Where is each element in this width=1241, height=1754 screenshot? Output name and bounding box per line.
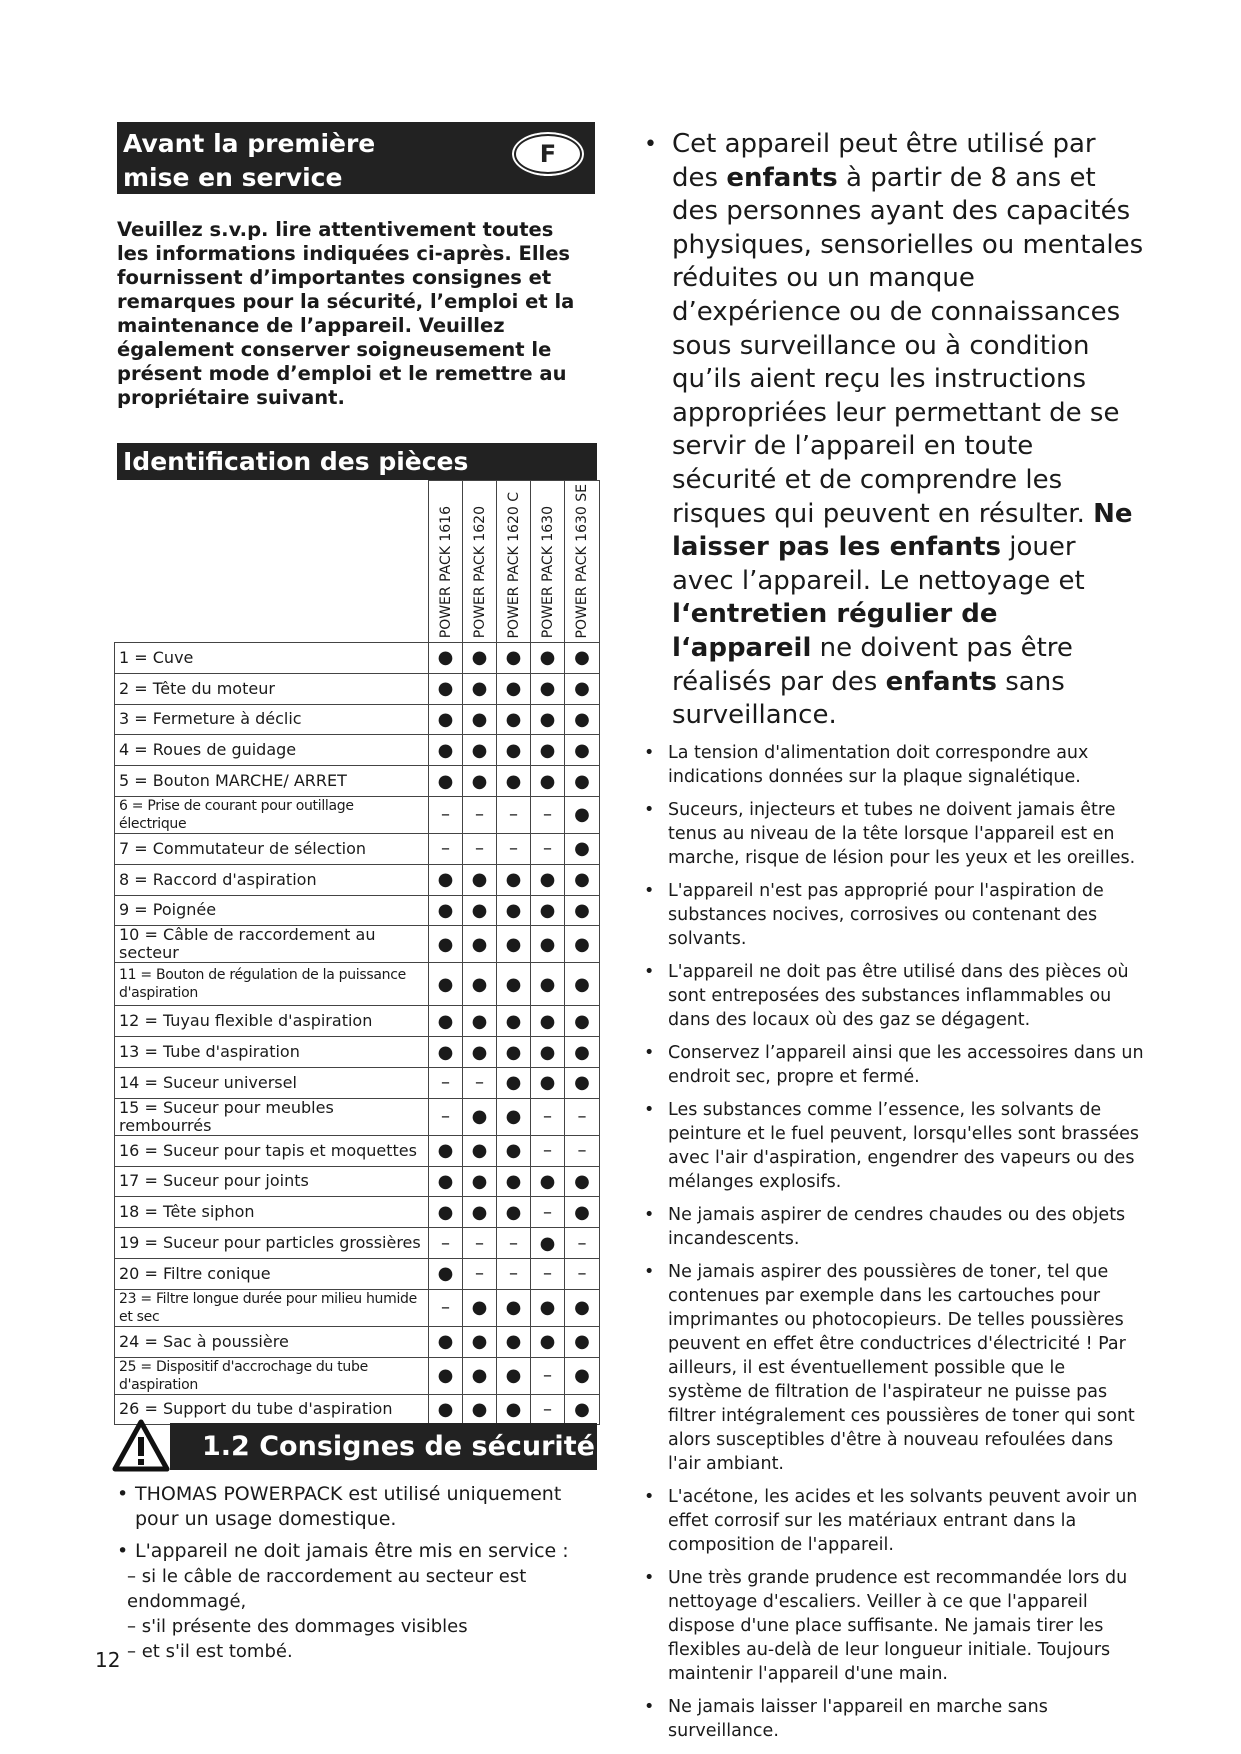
availability-mark: ● xyxy=(429,895,463,926)
table-row xyxy=(115,766,600,797)
availability-mark: – xyxy=(531,1258,565,1289)
table-row xyxy=(115,1258,600,1289)
availability-mark: ● xyxy=(531,1037,565,1068)
availability-mark: – xyxy=(565,1135,600,1166)
availability-mark: – xyxy=(463,1228,497,1259)
availability-mark: ● xyxy=(497,1357,531,1394)
availability-mark: – xyxy=(429,1289,463,1326)
table-row xyxy=(115,963,600,1006)
availability-mark: ● xyxy=(531,963,565,1006)
availability-mark: ● xyxy=(463,1166,497,1197)
part-label: 7 = Commutateur de sélection xyxy=(115,833,429,864)
availability-mark: ● xyxy=(531,643,565,674)
availability-mark: – xyxy=(463,796,497,833)
availability-mark: ● xyxy=(429,673,463,704)
availability-mark: ● xyxy=(565,1037,600,1068)
availability-mark: ● xyxy=(497,1037,531,1068)
availability-mark: ● xyxy=(531,673,565,704)
list-item: • THOMAS POWERPACK est utilisé uniquement pour un usage domestique. xyxy=(117,1482,607,1532)
availability-mark: ● xyxy=(531,864,565,895)
list-item: • Les substances comme l’essence, les solvants de peinture et le fuel peuvent, lorsqu'elles sont brassées avec l'air d'aspiration, engendrer des vapeurs ou des mélanges explosifs. xyxy=(644,1098,1144,1194)
availability-mark: ● xyxy=(463,643,497,674)
model-header-row xyxy=(115,481,600,643)
availability-mark: ● xyxy=(565,673,600,704)
availability-mark: ● xyxy=(565,833,600,864)
part-label: 5 = Bouton MARCHE/ ARRET xyxy=(115,766,429,797)
table-row xyxy=(115,833,600,864)
availability-mark: – xyxy=(429,1067,463,1098)
sub-item: – et s'il est tombé. xyxy=(127,1641,293,1662)
model-header: POWER PACK 1616 xyxy=(429,481,463,643)
part-label: 2 = Tête du moteur xyxy=(115,673,429,704)
availability-mark: ● xyxy=(429,1006,463,1037)
section-header-first-use xyxy=(117,122,595,194)
availability-mark: – xyxy=(565,1228,600,1259)
list-item: • L'appareil ne doit jamais être mis en service : xyxy=(117,1539,607,1564)
availability-mark: – xyxy=(531,1098,565,1135)
table-row xyxy=(115,1357,600,1394)
availability-mark: ● xyxy=(429,963,463,1006)
availability-mark: ● xyxy=(463,735,497,766)
availability-mark: ● xyxy=(429,1197,463,1228)
availability-mark: – xyxy=(531,796,565,833)
table-row xyxy=(115,1166,600,1197)
availability-mark: ● xyxy=(565,1067,600,1098)
availability-mark: ● xyxy=(429,926,463,963)
part-label: 4 = Roues de guidage xyxy=(115,735,429,766)
availability-mark: ● xyxy=(429,766,463,797)
list-item: • Ne jamais aspirer des poussières de toner, tel que contenues par exemple dans les cartouches pour imprimantes ou photocopieurs. De telles poussières peuvent en effet être conductrices d'électricité ! Par ailleurs, il est éventuellement possible que le système de filtration de l'aspirateur ne puisse pas filtrer intégralement ces poussières de toner qui sont alors susceptibles d'être à nouveau refoulées dans l'air ambiant. xyxy=(644,1260,1144,1476)
availability-mark: ● xyxy=(565,1326,600,1357)
availability-mark: ● xyxy=(463,1357,497,1394)
availability-mark: ● xyxy=(531,1228,565,1259)
availability-mark: ● xyxy=(565,766,600,797)
availability-mark: – xyxy=(429,833,463,864)
availability-mark: ● xyxy=(531,1326,565,1357)
table-row xyxy=(115,1098,600,1135)
table-row xyxy=(115,1289,600,1326)
availability-mark: ● xyxy=(497,1197,531,1228)
availability-mark: ● xyxy=(531,1067,565,1098)
availability-mark: ● xyxy=(463,963,497,1006)
availability-mark: ● xyxy=(531,1006,565,1037)
availability-mark: ● xyxy=(531,895,565,926)
sub-item: – si le câble de raccordement au secteur est endommagé, xyxy=(127,1566,527,1612)
availability-mark: ● xyxy=(463,1197,497,1228)
part-label: 14 = Suceur universel xyxy=(115,1067,429,1098)
availability-mark: ● xyxy=(497,1326,531,1357)
availability-mark: ● xyxy=(429,704,463,735)
availability-mark: ● xyxy=(497,1098,531,1135)
part-label: 8 = Raccord d'aspiration xyxy=(115,864,429,895)
availability-mark: ● xyxy=(497,963,531,1006)
availability-mark: ● xyxy=(497,895,531,926)
part-label: 18 = Tête siphon xyxy=(115,1197,429,1228)
availability-mark: ● xyxy=(497,1006,531,1037)
list-item: • L'acétone, les acides et les solvants peuvent avoir un effet corrosif sur les matériaux entrant dans la composition de l'appareil. xyxy=(644,1485,1144,1557)
availability-mark: ● xyxy=(463,864,497,895)
availability-mark: ● xyxy=(497,1289,531,1326)
availability-mark: ● xyxy=(565,895,600,926)
availability-mark: ● xyxy=(565,796,600,833)
model-header: POWER PACK 1620 xyxy=(463,481,497,643)
table-row xyxy=(115,704,600,735)
part-label: 15 = Suceur pour meubles rembourrés xyxy=(115,1098,429,1135)
availability-mark: – xyxy=(565,1098,600,1135)
availability-mark: – xyxy=(429,1098,463,1135)
intro-paragraph: Veuillez s.v.p. lire attentivement toutes les informations indiquées ci-après. Elles fournissent d’importantes consignes et remarques pour la sécurité, l’emploi et la maintenance de l’appareil. Veuillez également conserver soigneusement le présent mode d’emploi et le remettre au propriétaire suivant. xyxy=(117,218,575,409)
list-item: • Ne jamais aspirer de cendres chaudes ou des objets incandescents. xyxy=(644,1203,1144,1251)
availability-mark: ● xyxy=(429,1326,463,1357)
availability-mark: ● xyxy=(565,1006,600,1037)
availability-mark: ● xyxy=(497,643,531,674)
availability-mark: ● xyxy=(429,735,463,766)
list-item: • La tension d'alimentation doit correspondre aux indications données sur la plaque signalétique. xyxy=(644,741,1144,789)
availability-mark: ● xyxy=(565,704,600,735)
part-label: 9 = Poignée xyxy=(115,895,429,926)
availability-mark: – xyxy=(429,796,463,833)
safety-list xyxy=(117,1482,607,1664)
availability-mark: ● xyxy=(463,704,497,735)
availability-mark: – xyxy=(531,833,565,864)
children-warning: • Cet appareil peut être utilisé par des enfants à partir de 8 ans et des personnes ayant des capacités physiques, sensorielles ou mentales réduites ou un manque d’expérience ou de connaissances sous surveillance ou à condition qu’ils aient reçu les instructions appropriées leur permettant de se servir de l’appareil en toute sécurité et de comprendre les risques qui peuvent en résulter. Ne laisser pas les enfants jouer avec l’appareil. Le nettoyage et l‘entretien régulier de l‘appareil ne doivent pas être réalisés par des enfants sans surveillance. xyxy=(644,128,1144,733)
list-item: • L'appareil n'est pas approprié pour l'aspiration de substances nocives, corrosives ou contenant des solvants. xyxy=(644,879,1144,951)
availability-mark: ● xyxy=(429,864,463,895)
sub-item: – s'il présente des dommages visibles xyxy=(127,1616,468,1637)
safety-bullets xyxy=(644,741,1144,1743)
list-item: • Conservez l’appareil ainsi que les accessoires dans un endroit sec, propre et fermé. xyxy=(644,1041,1144,1089)
availability-mark: ● xyxy=(463,1098,497,1135)
availability-mark: ● xyxy=(429,1135,463,1166)
table-row xyxy=(115,1326,600,1357)
availability-mark: ● xyxy=(463,673,497,704)
availability-mark: – xyxy=(531,1197,565,1228)
part-label: 1 = Cuve xyxy=(115,643,429,674)
availability-mark: – xyxy=(531,1135,565,1166)
availability-mark: ● xyxy=(565,963,600,1006)
table-row xyxy=(115,1228,600,1259)
availability-mark: ● xyxy=(531,735,565,766)
availability-mark: ● xyxy=(565,1197,600,1228)
availability-mark: – xyxy=(429,1228,463,1259)
table-row xyxy=(115,673,600,704)
availability-mark: ● xyxy=(531,766,565,797)
list-item: • Ne jamais laisser l'appareil en marche sans surveillance. xyxy=(644,1695,1144,1743)
availability-mark: ● xyxy=(463,766,497,797)
availability-mark: – xyxy=(497,1258,531,1289)
list-item: • L'appareil ne doit pas être utilisé dans des pièces où sont entreposées des substances inflammables ou dans des locaux où des gaz se dégagent. xyxy=(644,960,1144,1032)
model-header: POWER PACK 1620 C xyxy=(497,481,531,643)
warning-icon xyxy=(112,1418,170,1474)
part-label: 16 = Suceur pour tapis et moquettes xyxy=(115,1135,429,1166)
model-header: POWER PACK 1630 SE xyxy=(565,481,600,643)
part-label: 17 = Suceur pour joints xyxy=(115,1166,429,1197)
parts-table xyxy=(114,480,600,1425)
parts-title: Identification des pièces xyxy=(117,443,597,480)
table-row xyxy=(115,926,600,963)
availability-mark: ● xyxy=(531,1166,565,1197)
availability-mark: – xyxy=(463,833,497,864)
availability-mark: ● xyxy=(497,1166,531,1197)
part-label: 25 = Dispositif d'accrochage du tube d'aspiration xyxy=(115,1357,429,1394)
table-row xyxy=(115,735,600,766)
table-row xyxy=(115,1067,600,1098)
list-item: • Une très grande prudence est recommandée lors du nettoyage d'escaliers. Veiller à ce que l'appareil dispose d'une place suffisante. Ne jamais tirer les flexibles au-delà de leur longueur initiale. Toujours maintenir l'appareil d'une main. xyxy=(644,1566,1144,1686)
availability-mark: ● xyxy=(565,1394,600,1425)
availability-mark: ● xyxy=(429,1258,463,1289)
part-label: 24 = Sac à poussière xyxy=(115,1326,429,1357)
availability-mark: ● xyxy=(531,926,565,963)
part-label: 19 = Suceur pour particles grossières xyxy=(115,1228,429,1259)
availability-mark: ● xyxy=(531,1289,565,1326)
part-label: 6 = Prise de courant pour outillage électrique xyxy=(115,796,429,833)
availability-mark: ● xyxy=(463,1326,497,1357)
availability-mark: ● xyxy=(463,1394,497,1425)
availability-mark: ● xyxy=(497,673,531,704)
part-label: 12 = Tuyau flexible d'aspiration xyxy=(115,1006,429,1037)
availability-mark: ● xyxy=(565,643,600,674)
availability-mark: ● xyxy=(463,1006,497,1037)
availability-mark: ● xyxy=(565,1357,600,1394)
availability-mark: ● xyxy=(565,926,600,963)
part-label: 13 = Tube d'aspiration xyxy=(115,1037,429,1068)
table-row xyxy=(115,643,600,674)
availability-mark: ● xyxy=(497,735,531,766)
availability-mark: ● xyxy=(497,704,531,735)
table-row xyxy=(115,1006,600,1037)
part-label: 10 = Câble de raccordement au secteur xyxy=(115,926,429,963)
availability-mark: ● xyxy=(565,1166,600,1197)
language-badge: F xyxy=(509,129,587,179)
model-header: POWER PACK 1630 xyxy=(531,481,565,643)
part-label: 20 = Filtre conique xyxy=(115,1258,429,1289)
availability-mark: ● xyxy=(497,766,531,797)
availability-mark: ● xyxy=(565,1289,600,1326)
availability-mark: ● xyxy=(497,1394,531,1425)
page-number: 12 xyxy=(95,1648,121,1672)
safety-title: 1.2 Consignes de sécurité xyxy=(170,1423,597,1470)
availability-mark: – xyxy=(497,1228,531,1259)
availability-mark: ● xyxy=(429,643,463,674)
list-item: • Suceurs, injecteurs et tubes ne doivent jamais être tenus au niveau de la tête lorsque l'appareil est en marche, risque de lésion pour les yeux et les oreilles. xyxy=(644,798,1144,870)
availability-mark: ● xyxy=(497,864,531,895)
availability-mark: ● xyxy=(463,1135,497,1166)
availability-mark: – xyxy=(497,833,531,864)
availability-mark: ● xyxy=(565,735,600,766)
availability-mark: ● xyxy=(497,1135,531,1166)
availability-mark: ● xyxy=(463,926,497,963)
availability-mark: – xyxy=(565,1258,600,1289)
availability-mark: ● xyxy=(463,1037,497,1068)
part-label: 23 = Filtre longue durée pour milieu humide et sec xyxy=(115,1289,429,1326)
availability-mark: ● xyxy=(429,1166,463,1197)
availability-mark: ● xyxy=(463,895,497,926)
availability-mark: – xyxy=(497,796,531,833)
part-label: 26 = Support du tube d'aspiration xyxy=(115,1394,429,1425)
availability-mark: ● xyxy=(497,926,531,963)
table-row xyxy=(115,1037,600,1068)
availability-mark: ● xyxy=(531,704,565,735)
availability-mark: ● xyxy=(429,1037,463,1068)
availability-mark: ● xyxy=(429,1357,463,1394)
table-row xyxy=(115,1394,600,1425)
table-row xyxy=(115,864,600,895)
table-row xyxy=(115,1135,600,1166)
availability-mark: ● xyxy=(429,1394,463,1425)
part-label: 3 = Fermeture à déclic xyxy=(115,704,429,735)
section-title: Avant la première mise en service xyxy=(123,129,376,192)
availability-mark: – xyxy=(463,1067,497,1098)
table-corner xyxy=(115,481,429,643)
table-row xyxy=(115,1197,600,1228)
table-row xyxy=(115,796,600,833)
table-row xyxy=(115,895,600,926)
availability-mark: ● xyxy=(565,864,600,895)
availability-mark: ● xyxy=(463,1289,497,1326)
availability-mark: – xyxy=(463,1258,497,1289)
right-column xyxy=(644,128,1144,1752)
availability-mark: – xyxy=(531,1394,565,1425)
availability-mark: ● xyxy=(497,1067,531,1098)
part-label: 11 = Bouton de régulation de la puissance d'aspiration xyxy=(115,963,429,1006)
availability-mark: – xyxy=(531,1357,565,1394)
